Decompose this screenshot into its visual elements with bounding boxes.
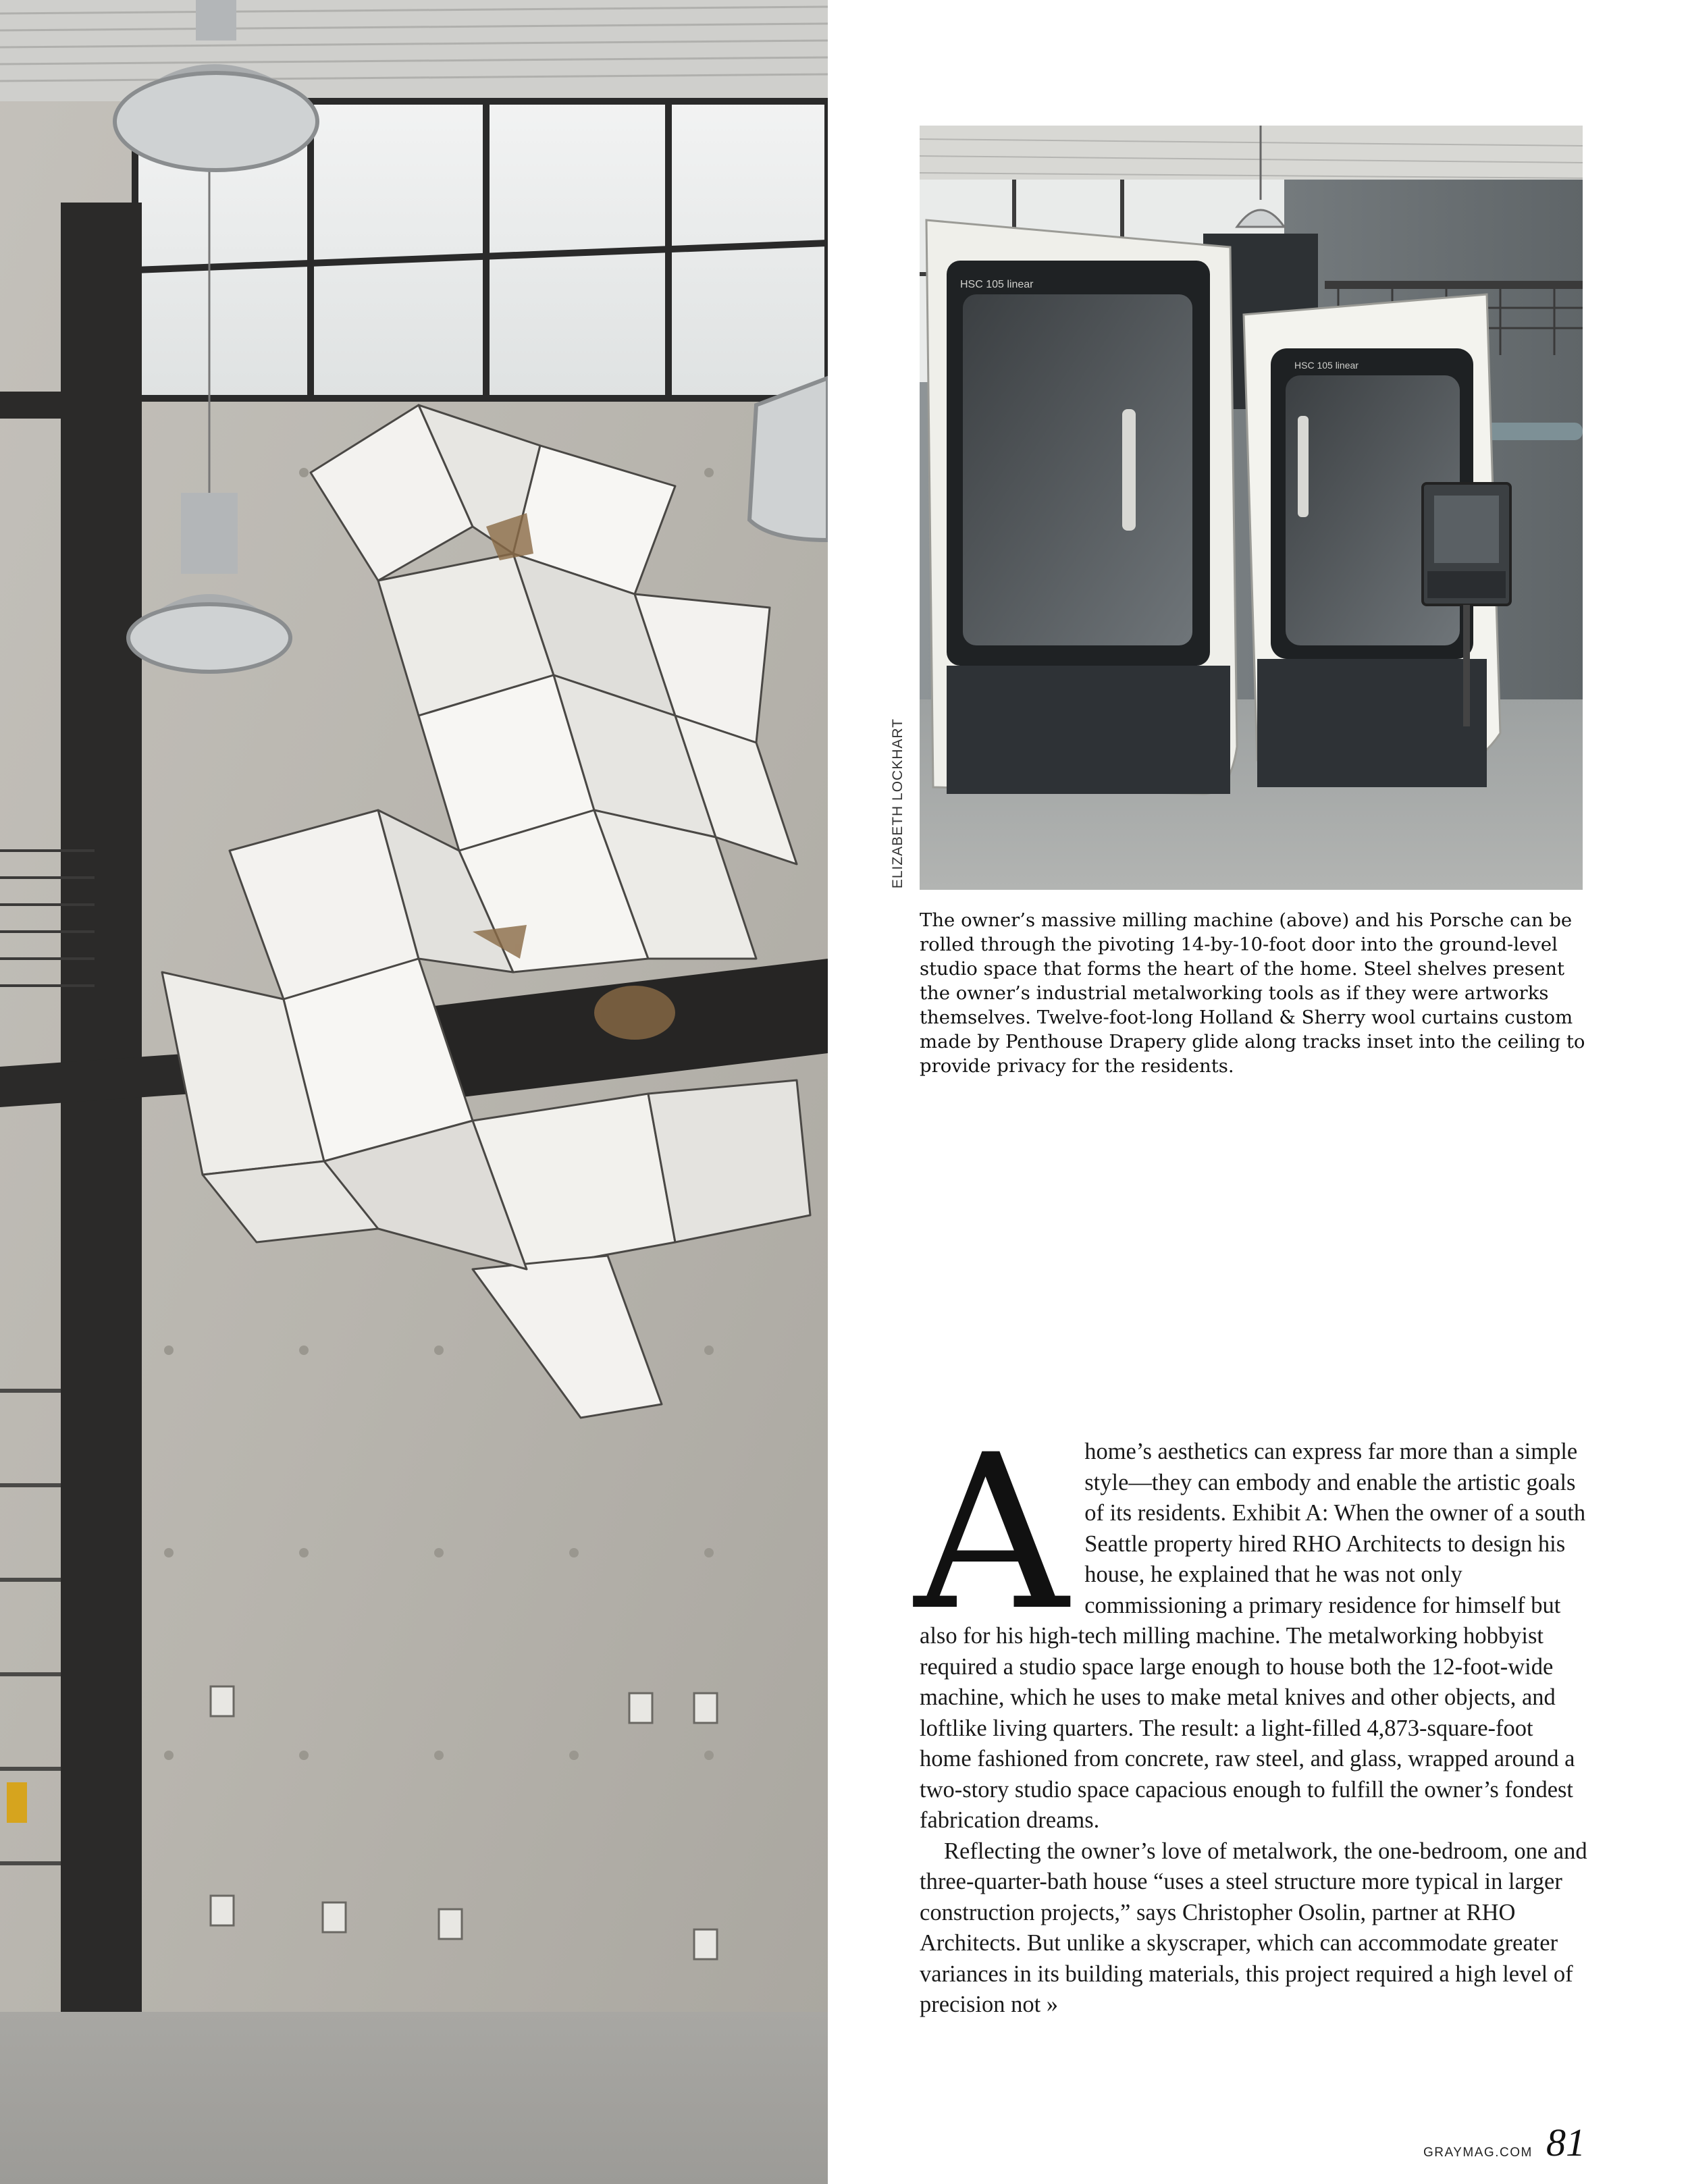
studio-illustration [0, 0, 828, 2184]
milling-machine-photo [920, 126, 1583, 890]
pendant-lamp-3 [749, 378, 828, 540]
milling-machine-illustration [920, 126, 1583, 890]
machine-label-left: HSC 105 linear [960, 279, 1034, 290]
paragraph-1-text: home’s aesthetics can express far more than a simple style—they can embody and enable the artistic goals of its residents. Exhibit A: When the owner of a south Seattle property hired RHO Architects to design his house, he explained that he was not only commissioning a primary residence for himself but also for his high-tech milling machine. The metalworking hobbyist required a studio space large enough to house both the 12-foot-wide machine, which he uses to make metal knives and other objects, and loftlike living quarters. The result: a light-filled 4,873-square-foot home fashioned from concrete, raw steel, and glass, wrapped around a two-story studio space capacious enough to fulfill the owner’s fondest fabrication dreams. [920, 1439, 1586, 1833]
caption-text: The owner’s massive milling machine (above) and his Porsche can be rolled through the pivoting 14-by-10-foot door into the ground-level studio space that forms the heart of the home. Steel shelves present the owner’s industrial metalworking tools as if they were artworks themselves. Twelve-foot-long Holland & Sherry wool curtains custom made by Penthouse Drapery glide along tracks inset into the ceiling to provide privacy for the residents. [920, 909, 1585, 1077]
page-number: 81 [1546, 2121, 1585, 2164]
left-photo-studio-sculpture [0, 0, 828, 2184]
photo-caption [920, 908, 1588, 1078]
article-body [914, 1409, 1588, 2021]
article-paragraph-1 [914, 1409, 1588, 1836]
photo-credit: ELIZABETH LOCKHART [890, 718, 905, 889]
footer-website: GRAYMAG.COM [1423, 2146, 1533, 2160]
article-paragraph-2: Reflecting the owner’s love of metalwork, the one-bedroom, one and three-quarter-bath house “uses a steel structure more typical in larger construction projects,” says Christopher Osolin, partner at RHO Architects. But unlike a skyscraper, which can accommodate greater variances in its building materials, this project required a high level of precision not » [920, 1838, 1587, 2017]
machine-label-right: HSC 105 linear [1294, 360, 1359, 371]
drop-cap: A [914, 1409, 1069, 1657]
